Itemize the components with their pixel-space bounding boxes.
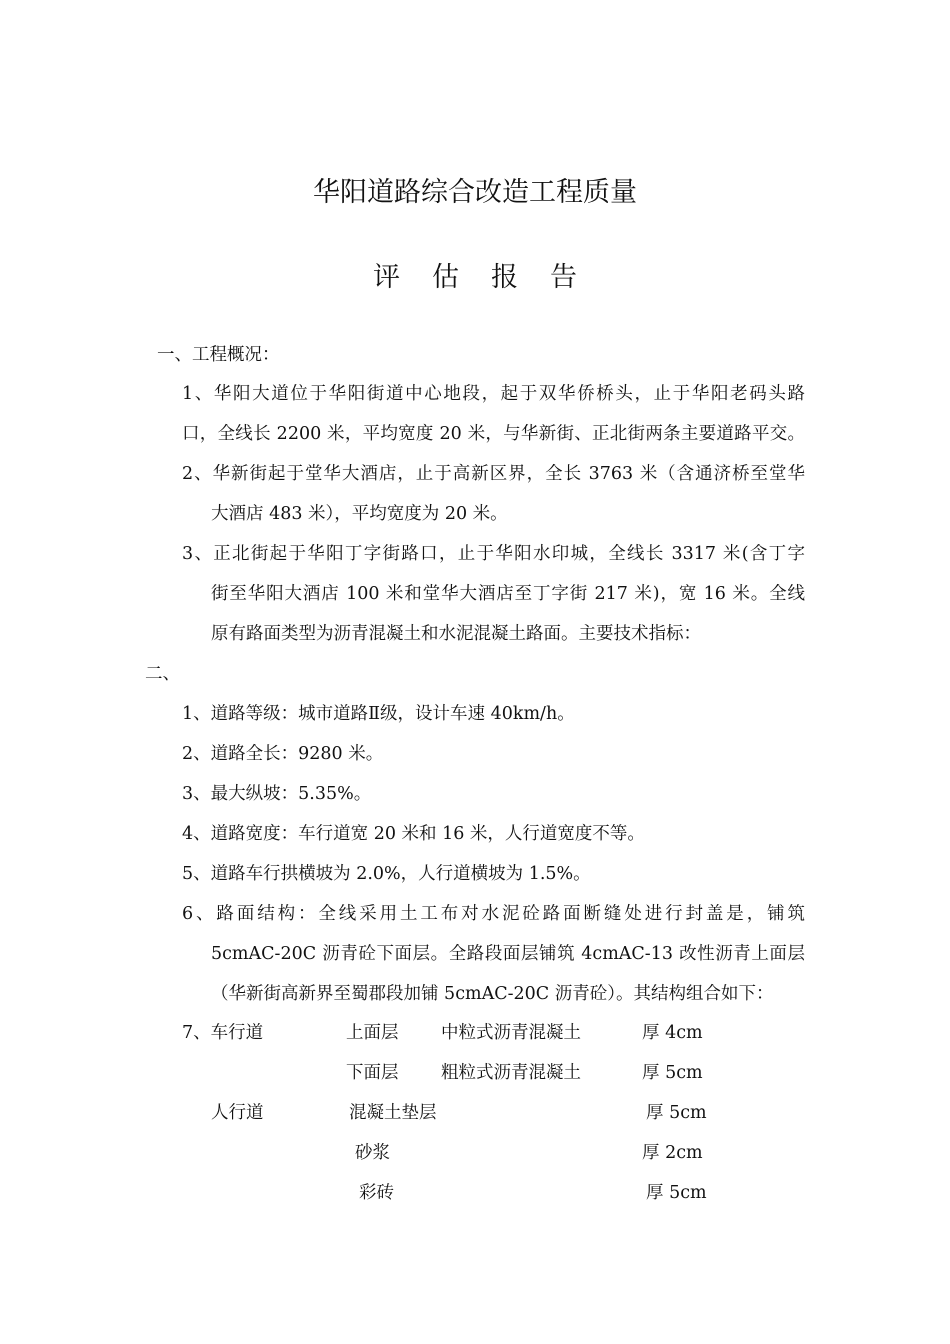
list-item: （华新街高新界至蜀郡段加铺 5cmAC-20C 沥青砼）。其结构组合如下： [211, 984, 774, 1004]
section-heading: 二、 [145, 664, 180, 684]
structure-material: 中粒式沥青混凝土 [441, 1023, 581, 1043]
structure-layer: 混凝土垫层 [349, 1103, 437, 1123]
paragraph-line: 1、华阳大道位于华阳街道中心地段，起于双华侨桥头，止于华阳老码头路 [182, 384, 805, 404]
structure-layer: 彩砖 [359, 1183, 394, 1203]
list-item: 2、道路全长：9280 米。 [182, 744, 384, 764]
structure-layer: 下面层 [346, 1063, 399, 1083]
paragraph-line: 街至华阳大酒店 100 米和堂华大酒店至丁字街 217 米)，宽 16 米。全线 [211, 584, 805, 604]
structure-thickness: 厚 5cm [646, 1183, 707, 1203]
list-item: 1、道路等级：城市道路Ⅱ级，设计车速 40km/h。 [182, 704, 575, 724]
list-item: 6、路面结构：全线采用土工布对水泥砼路面断缝处进行封盖是，铺筑 [182, 904, 805, 924]
structure-thickness: 厚 5cm [642, 1063, 703, 1083]
structure-layer: 砂浆 [355, 1143, 390, 1163]
list-item: 5cmAC-20C 沥青砼下面层。全路段面层铺筑 4cmAC-13 改性沥青上面层 [211, 944, 805, 964]
paragraph-line: 原有路面类型为沥青混凝土和水泥混凝土路面。主要技术指标： [211, 624, 701, 644]
subtitle-char: 评 [373, 262, 400, 293]
subtitle-char: 估 [432, 262, 459, 293]
structure-group: 人行道 [211, 1103, 264, 1123]
subtitle-char: 报 [491, 262, 518, 293]
structure-material: 粗粒式沥青混凝土 [441, 1063, 581, 1083]
section-heading: 一、工程概况： [157, 345, 280, 365]
document-subtitle [0, 255, 950, 294]
list-item: 4、道路宽度：车行道宽 20 米和 16 米，人行道宽度不等。 [182, 824, 645, 844]
structure-thickness: 厚 5cm [646, 1103, 707, 1123]
structure-item-label: 7、车行道 [182, 1023, 264, 1043]
list-item: 3、最大纵坡：5.35%。 [182, 784, 372, 804]
document-title: 华阳道路综合改造工程质量 [313, 177, 637, 208]
subtitle-char: 告 [550, 262, 577, 293]
structure-thickness: 厚 4cm [642, 1023, 703, 1043]
structure-layer: 上面层 [346, 1023, 399, 1043]
paragraph-line: 3、正北街起于华阳丁字街路口，止于华阳水印城，全线长 3317 米(含丁字 [182, 544, 805, 564]
structure-thickness: 厚 2cm [642, 1143, 703, 1163]
list-item: 5、道路车行拱横坡为 2.0%，人行道横坡为 1.5%。 [182, 864, 591, 884]
paragraph-line: 口，全线长 2200 米，平均宽度 20 米，与华新街、正北街两条主要道路平交。 [182, 424, 805, 444]
paragraph-line: 大酒店 483 米），平均宽度为 20 米。 [211, 504, 508, 524]
paragraph-line: 2、华新街起于堂华大酒店，止于高新区界，全长 3763 米（含通济桥至堂华 [182, 464, 805, 484]
